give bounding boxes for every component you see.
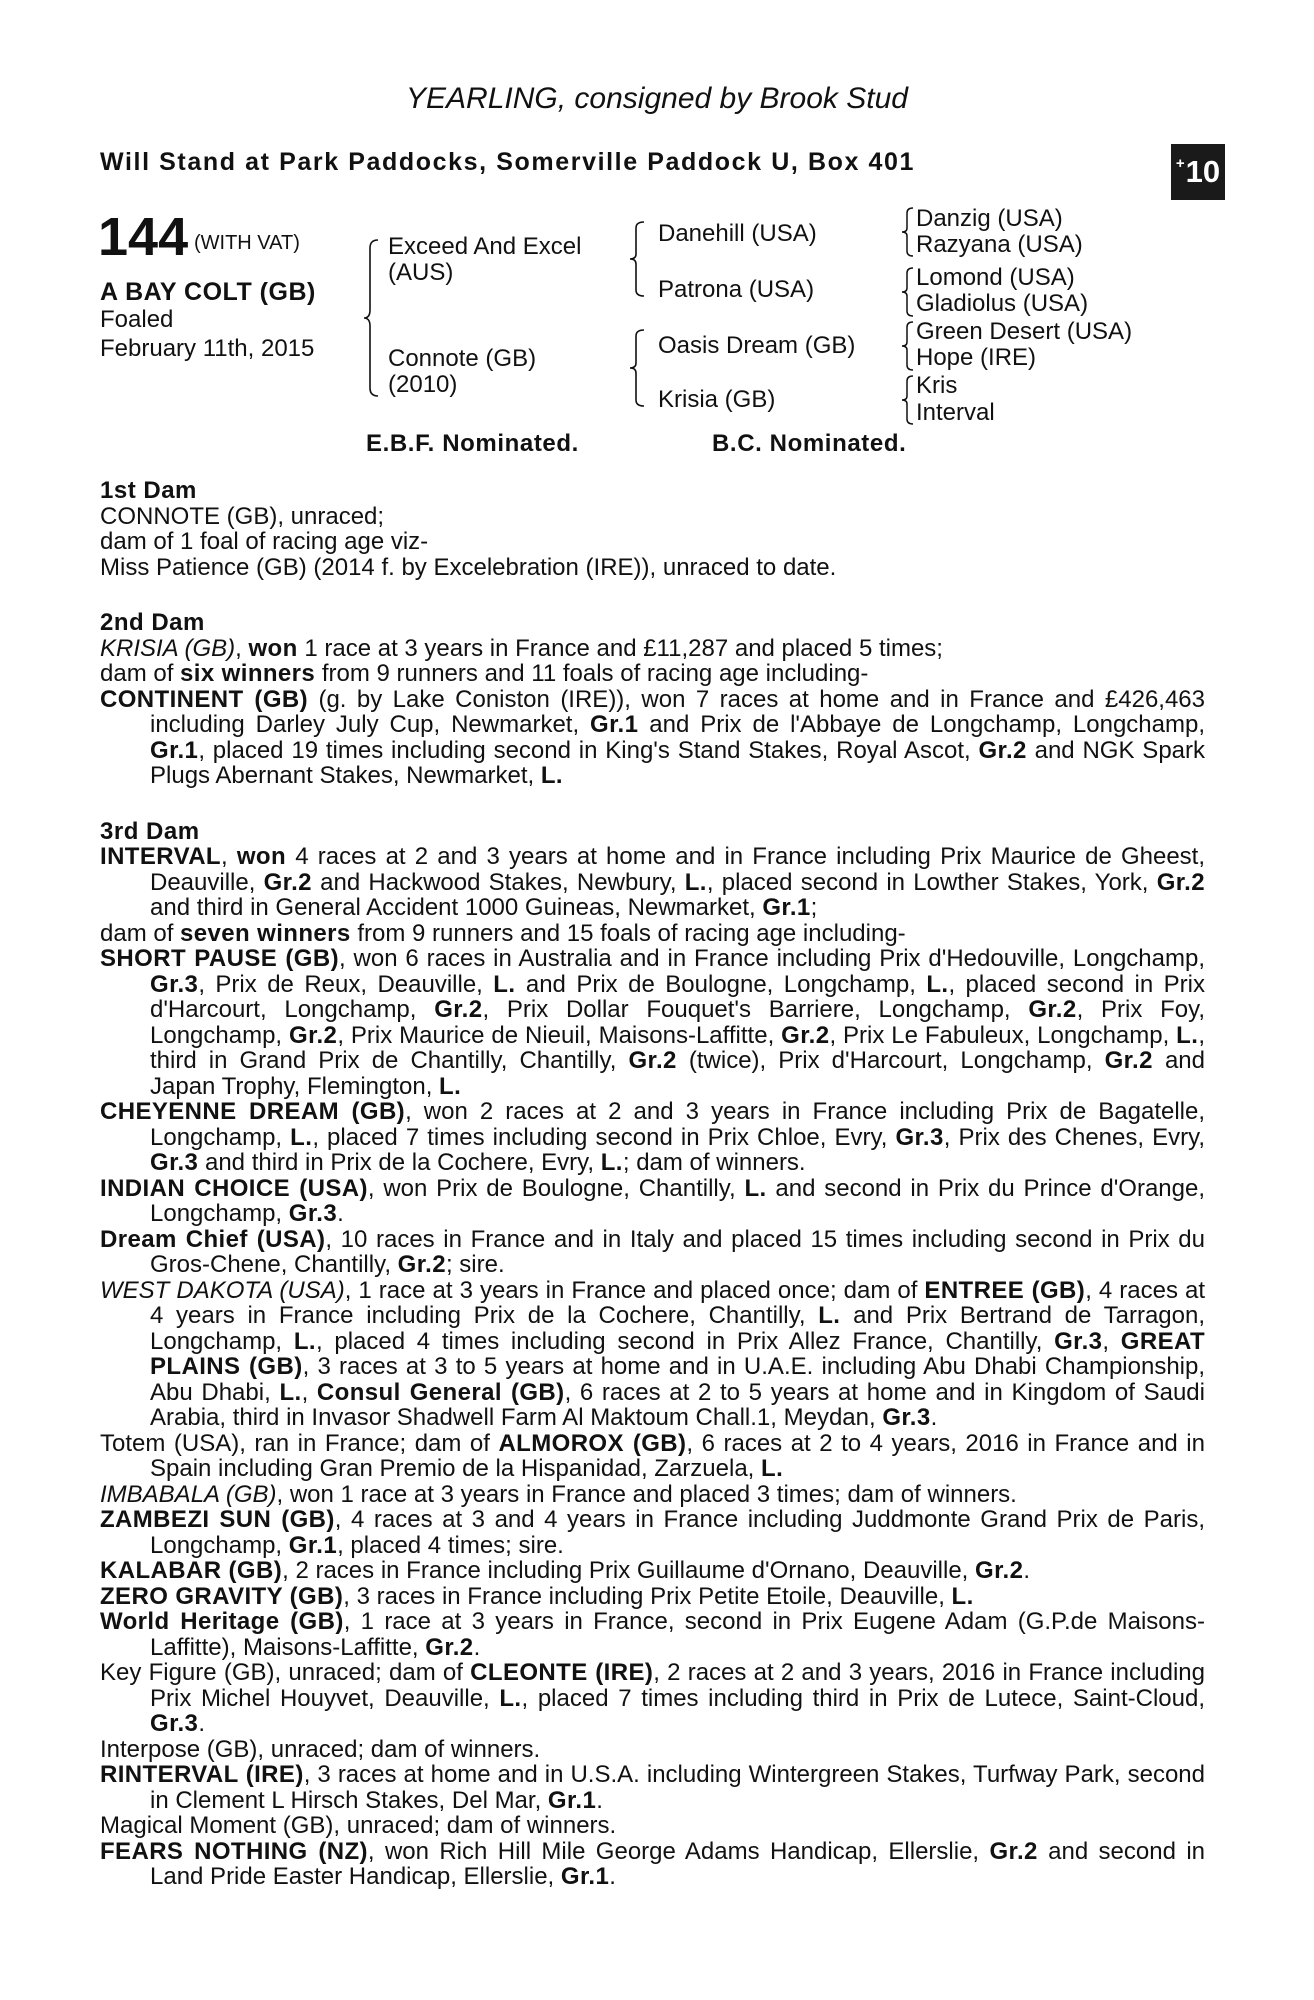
produce-west-dakota: WEST DAKOTA (USA), 1 race at 3 years in France and placed once; dam of ENTREE (GB), 4 races at 4 years in France including Prix de la Cochere, Chantilly, L. and Prix Bertrand de Tarragon, Longchamp, L., placed 4 times including second in Prix Allez France, Chantilly, Gr.3, GREAT PLAINS (GB), 3 races at 3 to 5 years at home and in U.A.E. including Abu Dhabi Championship, Abu Dhabi, L., Consul General (GB), 6 races at 2 to 5 years at home and in Kingdom of Saudi Arabia, third in Invasor Shadwell Farm Al Maktoum Chall.1, Meydan, Gr.3. [100,1276,1206,1431]
produce-key-figure: Key Figure (GB), unraced; dam of CLEONTE (IRE), 2 races at 2 and 3 years, 2016 in France including Prix Michel Houyvet, Deauville, L., placed 7 times including third in Prix de Lutece, Saint-Cloud, Gr.3. [100,1659,1206,1737]
badge-plus: + [1175,154,1185,172]
pedigree-g2: Razyana (USA) [916,231,1083,258]
produce-magical-moment: Magical Moment (GB), unraced; dam of winners. [100,1812,617,1839]
consignment-line: YEARLING, consigned by Brook Stud [406,82,908,115]
section-2nd-dam: 2nd Dam [100,609,205,636]
pedigree-bracket-g1 [900,206,916,258]
produce-kalabar: KALABAR (GB), 2 races in France including Prix Guillaume d'Ornano, Deauville, Gr.2. [100,1557,1030,1584]
badge-number: 10 [1185,154,1221,189]
produce-interpose: Interpose (GB), unraced; dam of winners. [100,1735,541,1763]
produce-short-pause: SHORT PAUSE (GB), won 6 races in Australia and in France including Prix d'Hedouville, Longchamp, Gr.3, Prix de Reux, Deauville, L. and Prix de Boulogne, Longchamp, L., placed second in Prix d'Harcourt, Longchamp, Gr.2, Prix Dollar Fouquet's Barriere, Longchamp, Gr.2, Prix Foy, Longchamp, Gr.2, Prix Maurice de Nieuil, Maisons-Laffitte, Gr.2, Prix Le Fabuleux, Longchamp, L., third in Grand Prix de Chantilly, Chantilly, Gr.2 (twice), Prix d'Harcourt, Longchamp, Gr.2 and Japan Trophy, Flemington, L. [100,945,1205,1100]
dam1-line: CONNOTE (GB), unraced; [100,502,385,530]
pedigree-sire: Exceed And Excel (AUS) [388,233,582,286]
pedigree-dam-sire: Oasis Dream (GB) [658,332,856,359]
pedigree-bracket-dam [628,328,648,408]
foaled-date: February 11th, 2015 [100,335,315,362]
produce-cheyenne-dream: CHEYENNE DREAM (GB), won 2 races at 2 and 3 years in France including Prix de Bagatelle, Longchamp, L., placed 7 times including second in Prix Chloe, Evry, Gr.3, Prix des Chenes, Evry, Gr.3 and third in Prix de la Cochere, Evry, L.; dam of winners. [100,1098,1206,1176]
pedigree-bracket-main [362,238,382,398]
pedigree-sire-sire: Danehill (USA) [658,220,817,247]
pedigree-g7: Kris [916,372,958,399]
horse-name: A BAY COLT (GB) [100,278,316,306]
dam3-line: INTERVAL, won 4 races at 2 and 3 years at home and in France including Prix Maurice de Gheest, Deauville, Gr.2 and Hackwood Stakes, Newbury, L., placed second in Lowther Stakes, York, Gr.2 and third in General Accident 1000 Guineas, Newmarket, Gr.1; [100,843,1206,921]
dam2-line: KRISIA (GB), won 1 race at 3 years in France and £11,287 and placed 5 times; [100,634,943,662]
pedigree-g8: Interval [916,399,995,426]
pedigree-g4: Gladiolus (USA) [916,290,1089,317]
produce-world-heritage: World Heritage (GB), 1 race at 3 years in France, second in Prix Eugene Adam (G.P.de Maisons-Laffitte), Maisons-Laffitte, Gr.2. [100,1608,1205,1661]
pedigree-dam: Connote (GB) (2010) [388,345,537,398]
produce-fears-nothing: FEARS NOTHING (NZ), won Rich Hill Mile George Adams Handicap, Ellerslie, Gr.2 and second in Land Pride Easter Handicap, Ellerslie, Gr.1. [100,1837,1206,1890]
section-1st-dam: 1st Dam [100,477,197,504]
section-3rd-dam: 3rd Dam [100,817,200,845]
pedigree-sire-dam: Patrona (USA) [658,276,815,303]
dam2-produce-intro: dam of six winners from 9 runners and 11 foals of racing age including- [100,660,869,687]
pedigree-bracket-sire [628,220,648,298]
pedigree-g3: Lomond (USA) [916,264,1075,291]
vat-label: (WITH VAT) [194,232,300,254]
foaled-label: Foaled [100,306,174,333]
dam1-produce-intro: dam of 1 foal of racing age viz- [100,528,429,555]
pedigree-g6: Hope (IRE) [916,344,1037,371]
produce-zambezi-sun: ZAMBEZI SUN (GB), 4 races at 3 and 4 years in France including Juddmonte Grand Prix de Paris, Longchamp, Gr.1, placed 4 times; sire. [100,1506,1205,1559]
pedigree-dam-dam: Krisia (GB) [658,386,776,413]
produce-imbabala: IMBABALA (GB), won 1 race at 3 years in France and placed 3 times; dam of winners. [100,1480,1017,1508]
produce-dream-chief: Dream Chief (USA), 10 races in France and in Italy and placed 15 times including second in Prix du Gros-Chene, Chantilly, Gr.2; sire. [100,1225,1205,1278]
dam3-produce-intro: dam of seven winners from 9 runners and 15 foals of racing age including- [100,919,906,947]
produce-continent: CONTINENT (GB) (g. by Lake Coniston (IRE)), won 7 races at home and in France and £426,463 including Darley July Cup, Newmarket, Gr.1 and Prix de l'Abbaye de Longchamp, Longchamp, Gr.1, placed 19 times including second in King's Stand Stakes, Royal Ascot, Gr.2 and NGK Spark Plugs Abernant Stakes, Newmarket, L. [100,685,1206,789]
stand-location: Will Stand at Park Paddocks, Somerville Paddock U, Box 401 [100,148,916,176]
catalogue-body [100,478,1205,1890]
lot-number: 144 [98,207,189,267]
produce-zero-gravity: ZERO GRAVITY (GB), 3 races in France including Prix Petite Etoile, Deauville, L. [100,1582,974,1610]
pedigree-g1: Danzig (USA) [916,205,1063,232]
bc-nominated: B.C. Nominated. [712,430,907,457]
dam1-produce-item: Miss Patience (GB) (2014 f. by Excelebration (IRE)), unraced to date. [100,553,837,581]
produce-totem: Totem (USA), ran in France; dam of ALMOROX (GB), 6 races at 2 to 4 years, 2016 in France and in Spain including Gran Premio de la Hispanidad, Zarzuela, L. [100,1429,1205,1482]
pedigree-bracket-g3 [900,320,916,372]
pedigree-g5: Green Desert (USA) [916,318,1133,345]
pedigree-bracket-g4 [900,374,916,426]
ebf-nominated: E.B.F. Nominated. [366,430,579,457]
produce-indian-choice: INDIAN CHOICE (USA), won Prix de Boulogne, Chantilly, L. and second in Prix du Prince d'Orange, Longchamp, Gr.3. [100,1174,1206,1227]
pedigree-bracket-g2 [900,266,916,318]
plus-10-badge [1171,144,1225,200]
produce-rinterval: RINTERVAL (IRE), 3 races at home and in U.S.A. including Wintergreen Stakes, Turfway Park, second in Clement L Hirsch Stakes, Del Mar, Gr.1. [100,1761,1206,1814]
